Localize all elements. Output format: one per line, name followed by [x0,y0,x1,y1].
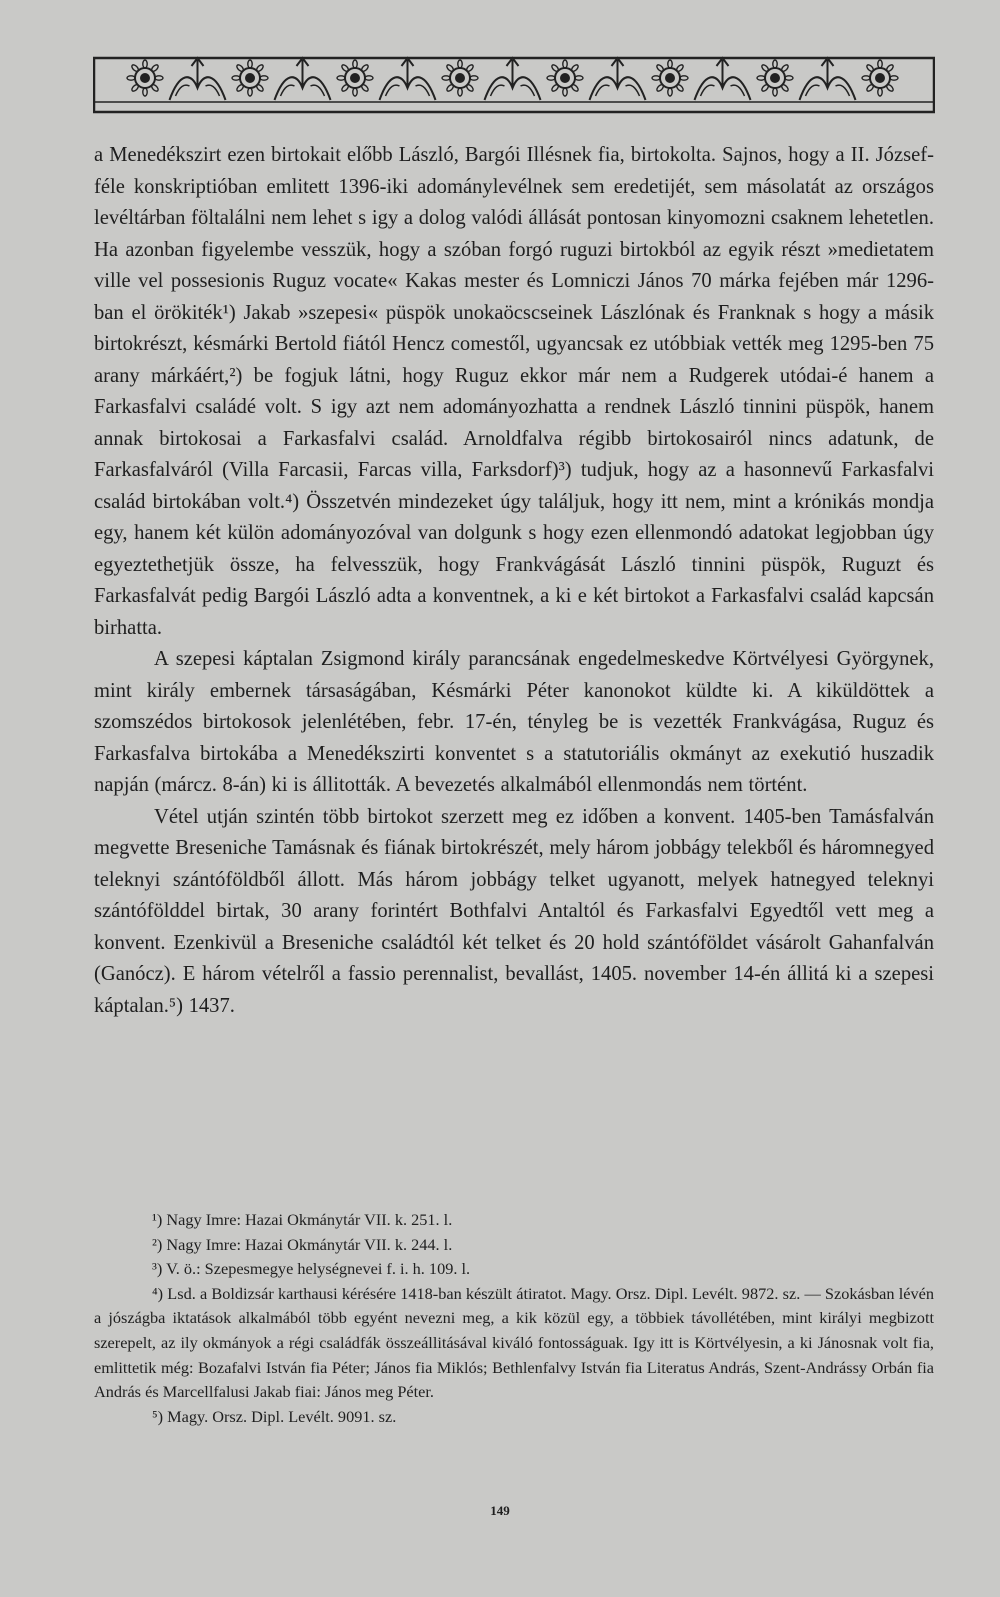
footnote-3: ³) V. ö.: Szepesmegye helységnevei f. i. h. 109. l. [152,1259,471,1279]
page-number: 149 [490,1503,510,1518]
footnote-4: ⁴) Lsd. a Boldizsár karthausi kérésére 1418-ban készült átiratot. Magy. Orsz. Dipl. Levélt. 9872. sz. — Szokásban lévén a jószágba iktatások alkalmából több egyént nevezni meg, a kik közül egy, a többiek távollétében, mint királyi megbizott szerepelt, az ily okmányok a régi családfák összeállitásával kiváló fontosságuak. Igy itt is Körtvélyesin, a ki Jánosnak volt fia, emlittetik még: Bozafalvi István fia Péter; János fia Miklós; Bethlenfalvy István fia Literatus András, Szent-Andrássy Orbán fia András és Marcellfalusi Jakab fiai: János meg Péter. [94,1283,934,1402]
footnote-2: ²) Nagy Imre: Hazai Okmánytár VII. k. 244. l. [152,1234,453,1254]
paragraph-3: Vétel utján szintén több birtokot szerzett meg ez időben a konvent. 1405-ben Tamásfalván megvette Breseniche Tamásnak és fiának birtokrészét, mely három jobbágy telekből és háromnegyed teleknyi szántóföldből állott. Más három jobbágy telket ugyanott, melyek hatnegyed teleknyi szántófölddel birtak, 30 arany forintért Bothfalvi Antaltól és Farkasfalvi Egyedtől vett meg a konvent. Ezenkivül a Breseniche családtól két telket és 20 hold szántóföldet vásárolt Gahanfalván (Ganócz). E három vételről a fassio perennalist, bevallást, 1405. november 14-én állitá ki a szepesi káptalan.⁵) 1437. [94,805,934,1017]
footnote-5: ⁵) Magy. Orsz. Dipl. Levélt. 9091. sz. [152,1406,397,1426]
paragraph-2: A szepesi káptalan Zsigmond király parancsának engedelmeskedve Körtvélyesi Györgynek, mint király embernek társaságában, Késmárki Péter kanonokot küldte ki. A kiküldöttek a szomszédos birtokosok jelenlétében, febr. 17-én, tényleg be is vezették Frankvágása, Ruguz és Farkasfalva birtokába a Menedékszirti konventet s a statutoriális okmányt az exekutió huszadik napján (márcz. 8-án) ki is állitották. A bevezetés alkalmából ellenmondás nem történt. [94,648,934,796]
body-text [94,140,934,1022]
footnotes [94,1208,934,1429]
paragraph-1: a Menedékszirt ezen birtokait előbb László, Bargói Illésnek fia, birtokolta. Sajnos, hogy a II. József-féle konskriptióban emlitett 1396-iki adománylevélnek sem eredetijét, sem másolatát az országos levéltárban föltalálni nem lehet s igy a dolog valódi állását pontosan kinyomozni csaknem lehetetlen. Ha azonban figyelembe vesszük, hogy a szóban forgó ruguzi birtokból az egyik részt »medietatem ville vel possesionis Ruguz vocate« Kakas mester és Lomniczi János 70 márka fejében már 1296-ban el örökiték¹) Jakab »szepesi« püspök unokaöcscseinek Lászlónak és Franknak s hogy a másik birtokrészt, késmárki Bertold fiától Hencz comestől, ugyancsak ez utóbbiak vették meg 1295-ben 75 arany márkáért,²) be fogjuk látni, hogy Ruguz ekkor már nem a Rudgerek utódai-é hanem a Farkasfalvi családé volt. S igy azt nem adományozhatta a rendnek László tinnini püspök, hanem annak birtokosai a Farkasfalvi család. Arnoldfalva régibb birtokosairól nincs adatunk, de Farkasfalváról (Villa Farcasii, Farcas villa, Farksdorf)³) tudjuk, hogy az a hasonnevű Farkasfalvi család birtokában volt.⁴) Összetvén mindezeket úgy találjuk, hogy itt nem, mint a krónikás mondja egy, hanem két külön adományozóval van dolgunk s hogy ezen ellenmondó adatokat legjobban úgy egyeztethetjük össze, ha felvesszük, hogy Frankvágását László tinnini püspök, Ruguzt és Farkasfalvát pedig Bargói László adta a konventnek, a ki e két birtokot a Farkasfalvi család kapcsán birhatta. [94,144,934,639]
floral-header-ornament-icon [93,52,935,118]
footnote-1: ¹) Nagy Imre: Hazai Okmánytár VII. k. 251. l. [152,1210,453,1229]
